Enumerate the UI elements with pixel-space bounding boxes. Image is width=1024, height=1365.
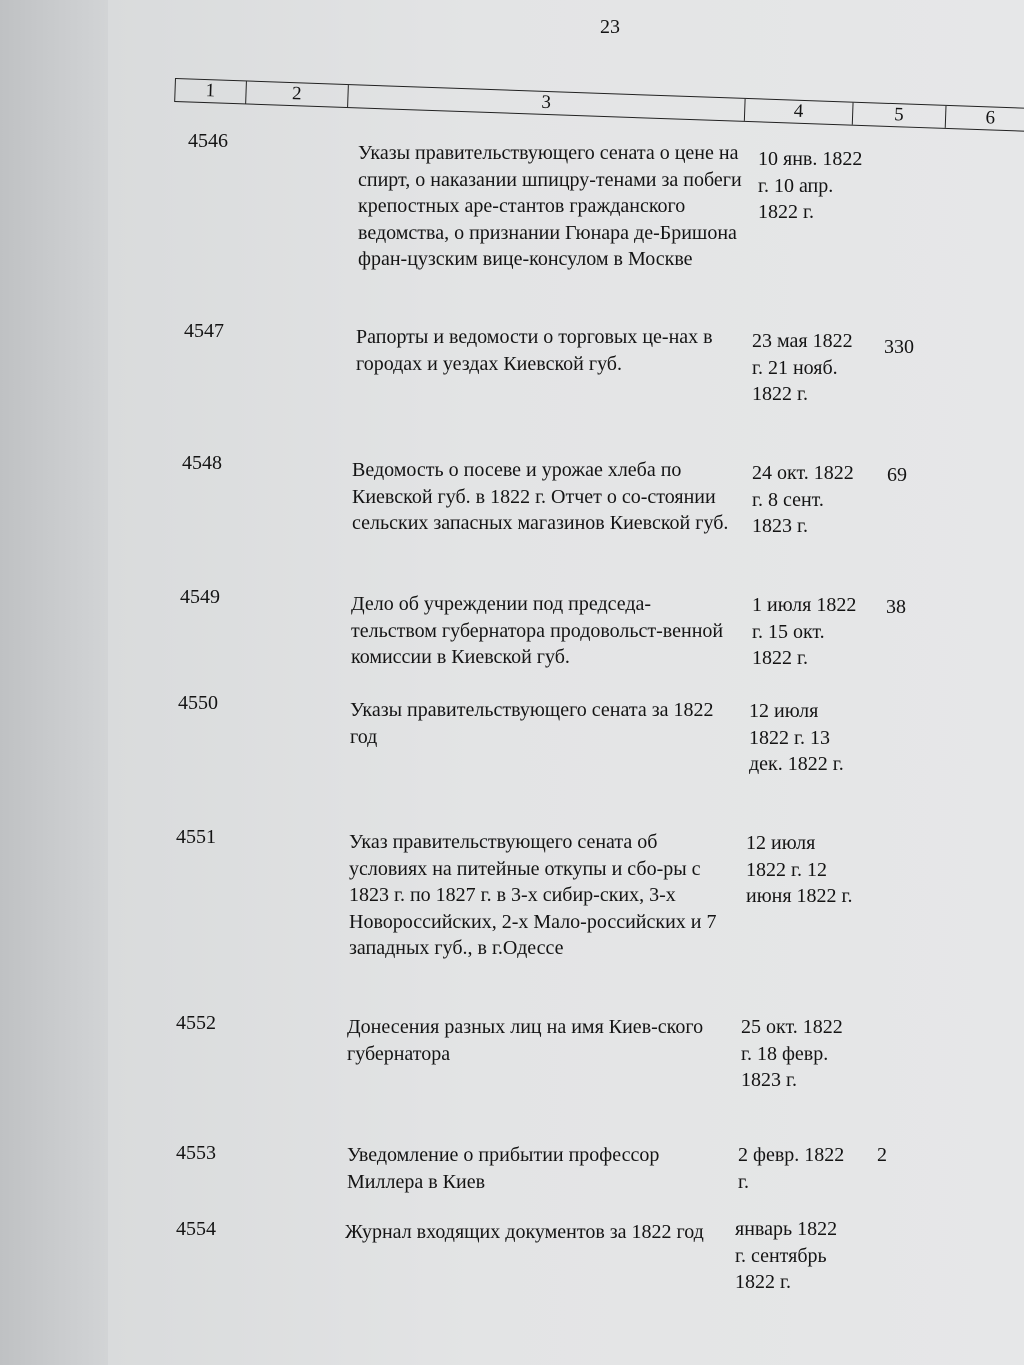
bleed-through-text bbox=[190, 290, 195, 316]
header-col-1: 1 bbox=[175, 79, 246, 103]
entry-sheets: 330 bbox=[884, 336, 914, 358]
entry-number: 4551 bbox=[176, 826, 216, 848]
entry-title: Указ правительствующего сената об условиях на питейные откупы и сбо-ры с 1823 г. по 1827 г. в 3-х сибир-ских, 3-х Новороссийских, 2-х Мало-российских и 7 западных губ., в г.Одессе bbox=[349, 831, 717, 959]
entry-title: Ведомость о посеве и урожае хлеба по Киевской губ. в 1822 г. Отчет о со-стоянии сельских запасных магазинов Киевской губ. bbox=[352, 459, 729, 534]
entry-dates: 2 февр. 1822 г. bbox=[738, 1144, 845, 1193]
entry-dates: 25 окт. 1822 г. 18 февр. 1823 г. bbox=[741, 1016, 843, 1091]
entry-dates: 24 окт. 1822 г. 8 сент. 1823 г. bbox=[752, 462, 854, 537]
header-col-6: 6 bbox=[985, 107, 996, 129]
header-col-4: 4 bbox=[745, 99, 854, 125]
entry-number: 4546 bbox=[188, 130, 228, 152]
entry-title: Дело об учреждении под председа-тельством губернатора продовольст-венной комиссии в Киевской губ. bbox=[351, 593, 724, 668]
entry-number: 4553 bbox=[176, 1142, 216, 1164]
entry-dates: 23 мая 1822 г. 21 нояб. 1822 г. bbox=[752, 330, 853, 405]
entry-number: 4547 bbox=[184, 320, 224, 342]
entry-dates: 1 июля 1822 г. 15 окт. 1822 г. bbox=[752, 594, 857, 669]
header-col-2: 2 bbox=[246, 81, 349, 107]
entry-dates: 10 янв. 1822 г. 10 апр. 1822 г. bbox=[758, 148, 863, 223]
entry-title: Рапорты и ведомости о торговых це-нах в городах и уездах Киевской губ. bbox=[356, 326, 713, 375]
entry-sheets: 38 bbox=[886, 596, 906, 618]
entry-title: Указы правительствующего сената о цене на спирт, о наказании шпицру-тенами за побеги крепостных аре-стантов гражданского ведомства, о признании Гюнара де-Бришона фран-цузским вице-консулом в Москве bbox=[358, 142, 742, 270]
header-col-5: 5 bbox=[853, 103, 946, 128]
entry-title: Указы правительствующего сената за 1822 год bbox=[350, 699, 714, 748]
entry-number: 4552 bbox=[176, 1012, 216, 1034]
page-number: 23 bbox=[600, 16, 620, 38]
entry-sheets: 2 bbox=[877, 1144, 887, 1166]
entry-title: Донесения разных лиц на имя Киев-ского губернатора bbox=[347, 1016, 704, 1065]
header-col-3: 3 bbox=[348, 85, 745, 121]
entry-title: Журнал входящих документов за 1822 год bbox=[345, 1221, 704, 1243]
entry-sheets: 69 bbox=[887, 464, 907, 486]
entry-number: 4554 bbox=[176, 1218, 216, 1240]
entry-number: 4550 bbox=[178, 692, 218, 714]
entry-dates: 12 июля 1822 г. 12 июня 1822 г. bbox=[746, 832, 853, 907]
entry-number: 4548 bbox=[182, 452, 222, 474]
entry-dates: 12 июля 1822 г. 13 дек. 1822 г. bbox=[749, 700, 844, 775]
entry-number: 4549 bbox=[180, 586, 220, 608]
entry-dates: январь 1822 г. сентябрь 1822 г. bbox=[735, 1218, 838, 1293]
entry-title: Уведомление о прибытии профессор Миллера в Киев bbox=[347, 1144, 660, 1193]
